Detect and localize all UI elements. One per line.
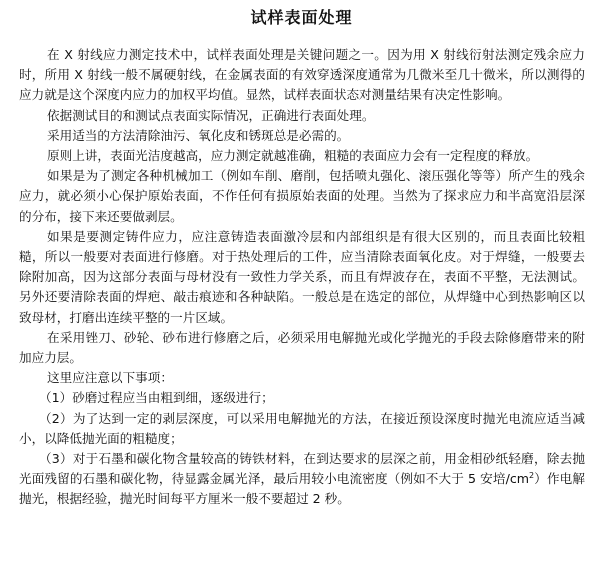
paragraph-polishing: 在采用锉刀、砂轮、砂布进行修磨之后，必须采用电解抛光或化学抛光的手段去除修磨带来的附加应力层。 [19, 329, 585, 366]
paragraph-notes-heading: 这里应注意以下事项： [47, 370, 173, 386]
paragraph-principle: 原则上讲，表面光洁度越高，应力测定就越准确，粗糙的表面应力会有一定程度的释放。 [47, 148, 539, 164]
paragraph-machining: 如果是为了测定各种机械加工（例如车削、磨削，包括喷丸强化、滚压强化等等）所产生的残余应力，就必须小心保护原始表面，不作任何有损原始表面的处理。当然为了探求应力和半高宽沿层深的分布，接下来还要做剥层。 [19, 168, 585, 224]
list-item-3-superscript: 2 [529, 471, 535, 481]
list-item-1: （1）砂磨过程应当由粗到细，逐级进行； [39, 390, 274, 406]
paragraph-intro: 在 X 射线应力测定技术中，试样表面处理是关键问题之一。因为用 X 射线衍射法测定残余应力时，所用 X 射线一般不属硬射线，在金属表面的有效穿透深度通常为几微米至几十微米，所以测得的应力就是这个深度内应力的加权平均值。显然，试样表面状态对测量结果有决定性影响。 [19, 47, 585, 103]
list-item-3-text-end: ）作电解抛光，根据经验，抛光时间每平方厘米一般不要超过 2 秒。 [19, 471, 585, 507]
document-title: 试样表面处理 [250, 8, 353, 27]
paragraph-casting: 如果是要测定铸件应力，应注意铸造表面激冷层和内部组织是有很大区别的，而且表面比较粗糙，所以一般要对表面进行修磨。对于热处理后的工件，应当清除表面氧化皮。对于焊缝，一般要去除附加高，因为这部分表面与母材没有一致性力学关系，而且有焊波存在，表面不平整，无法测试。另外还要清除表面的焊疤、敲击痕迹和各种缺陷。一般总是在选定的部位，从焊缝中心到热影响区以致母材，打磨出连续平整的一片区域。 [19, 228, 585, 325]
paragraph-cleaning: 采用适当的方法清除油污、氧化皮和锈斑总是必需的。 [47, 127, 350, 143]
list-item-3 [19, 449, 585, 510]
list-item-3-text-start: （3）对于石墨和碳化物含量较高的铸铁材料，在到达要求的层深之前，用金相砂纸轻磨，除去抛光面残留的石墨和碳化物，待显露金属光泽，最后用较小电流密度（例如不大于 5 安培/cm [19, 451, 585, 487]
paragraph-basis: 依据测试目的和测试点表面实际情况，正确进行表面处理。 [47, 107, 375, 123]
document-body [19, 45, 585, 510]
list-item-2: （2）为了达到一定的剥层深度，可以采用电解抛光的方法，在接近预设深度时抛光电流应适当减小，以降低抛光面的粗糙度； [19, 410, 585, 446]
